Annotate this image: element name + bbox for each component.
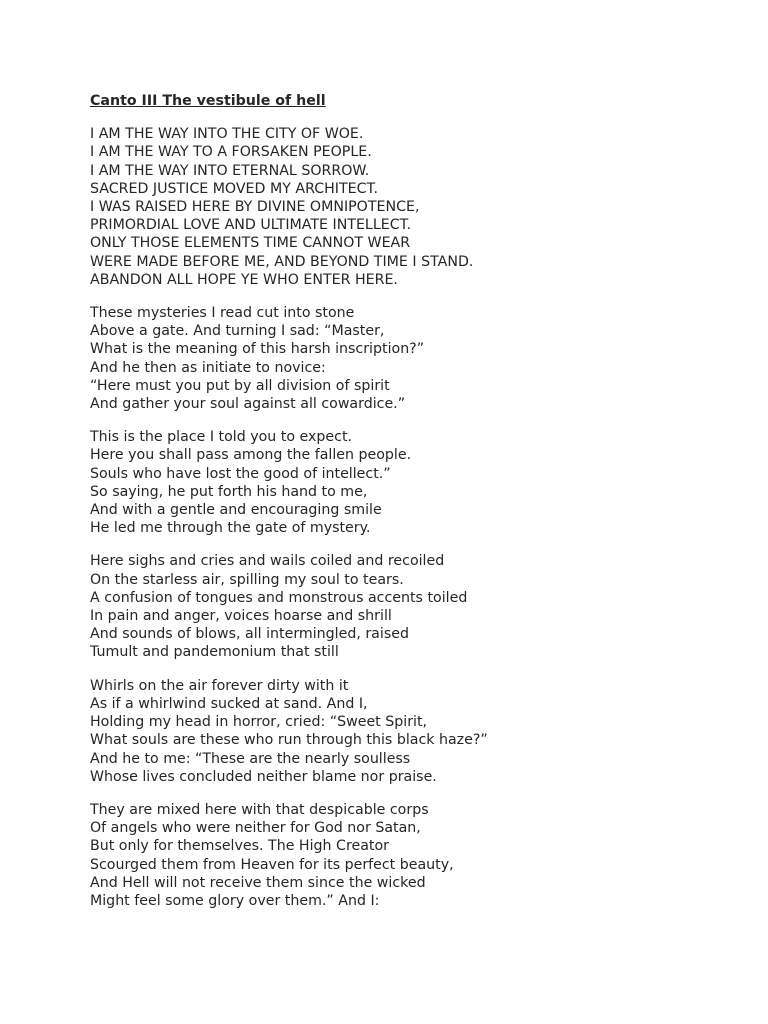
poem-line: Whirls on the air forever dirty with it	[90, 677, 349, 694]
poem-line: SACRED JUSTICE MOVED MY ARCHITECT.	[90, 180, 379, 197]
poem-line: Holding my head in horror, cried: “Sweet Spirit,	[90, 714, 428, 731]
poem-line: And sounds of blows, all intermingled, raised	[90, 626, 409, 643]
poem-line: What is the meaning of this harsh inscription?”	[90, 341, 425, 358]
poem-line: But only for themselves. The High Creator	[90, 838, 389, 855]
poem-line: These mysteries I read cut into stone	[90, 305, 355, 322]
poem-line: I AM THE WAY INTO ETERNAL SORROW.	[90, 162, 370, 179]
stanza-6	[90, 801, 730, 910]
poem-line: I AM THE WAY INTO THE CITY OF WOE.	[90, 126, 364, 143]
poem-line: And he to me: “These are the nearly soulless	[90, 750, 411, 767]
stanza-5	[90, 677, 730, 786]
poem-line: And gather your soul against all cowardice.”	[90, 396, 406, 413]
canto-title: Canto III The vestibule of hell	[90, 93, 326, 109]
stanza-4	[90, 552, 730, 661]
poem-line: As if a whirlwind sucked at sand. And I,	[90, 695, 368, 712]
poem-line: ABANDON ALL HOPE YE WHO ENTER HERE.	[90, 271, 398, 288]
poem-line: Of angels who were neither for God nor Satan,	[90, 820, 421, 837]
poem-line: This is the place I told you to expect.	[90, 429, 353, 446]
poem-line: On the starless air, spilling my soul to tears.	[90, 571, 404, 588]
poem-line: Whose lives concluded neither blame nor praise.	[90, 768, 437, 785]
poem-line: I AM THE WAY TO A FORSAKEN PEOPLE.	[90, 144, 372, 161]
poem-line: PRIMORDIAL LOVE AND ULTIMATE INTELLECT.	[90, 217, 412, 234]
poem-line: What souls are these who run through this black haze?”	[90, 732, 488, 749]
poem-line: And Hell will not receive them since the wicked	[90, 874, 426, 891]
poem-line: And he then as initiate to novice:	[90, 359, 326, 376]
poem-line: He led me through the gate of mystery.	[90, 520, 371, 537]
poem-line: Above a gate. And turning I sad: “Master,	[90, 323, 385, 340]
poem-line: “Here must you put by all division of spirit	[90, 377, 390, 394]
poem-line: I WAS RAISED HERE BY DIVINE OMNIPOTENCE,	[90, 199, 420, 216]
stanza-3	[90, 428, 730, 537]
poem-line: Might feel some glory over them.” And I:	[90, 892, 380, 909]
poem-line: And with a gentle and encouraging smile	[90, 502, 382, 519]
poem-line: A confusion of tongues and monstrous accents toiled	[90, 589, 468, 606]
poem-line: ONLY THOSE ELEMENTS TIME CANNOT WEAR	[90, 235, 411, 252]
poem-line: Here sighs and cries and wails coiled and recoiled	[90, 553, 445, 570]
stanza-2	[90, 304, 730, 413]
poem-line: They are mixed here with that despicable corps	[90, 801, 429, 818]
poem-line: So saying, he put forth his hand to me,	[90, 483, 368, 500]
poem-stanzas	[90, 125, 730, 910]
poem-line: Scourged them from Heaven for its perfect beauty,	[90, 856, 454, 873]
poem-line: WERE MADE BEFORE ME, AND BEYOND TIME I STAND.	[90, 253, 474, 270]
poem-line: Tumult and pandemonium that still	[90, 644, 339, 661]
poem-line: Souls who have lost the good of intellect.”	[90, 465, 391, 482]
poem-line: In pain and anger, voices hoarse and shrill	[90, 608, 392, 625]
document-body	[90, 92, 730, 925]
stanza-1	[90, 125, 730, 289]
poem-line: Here you shall pass among the fallen people.	[90, 447, 412, 464]
